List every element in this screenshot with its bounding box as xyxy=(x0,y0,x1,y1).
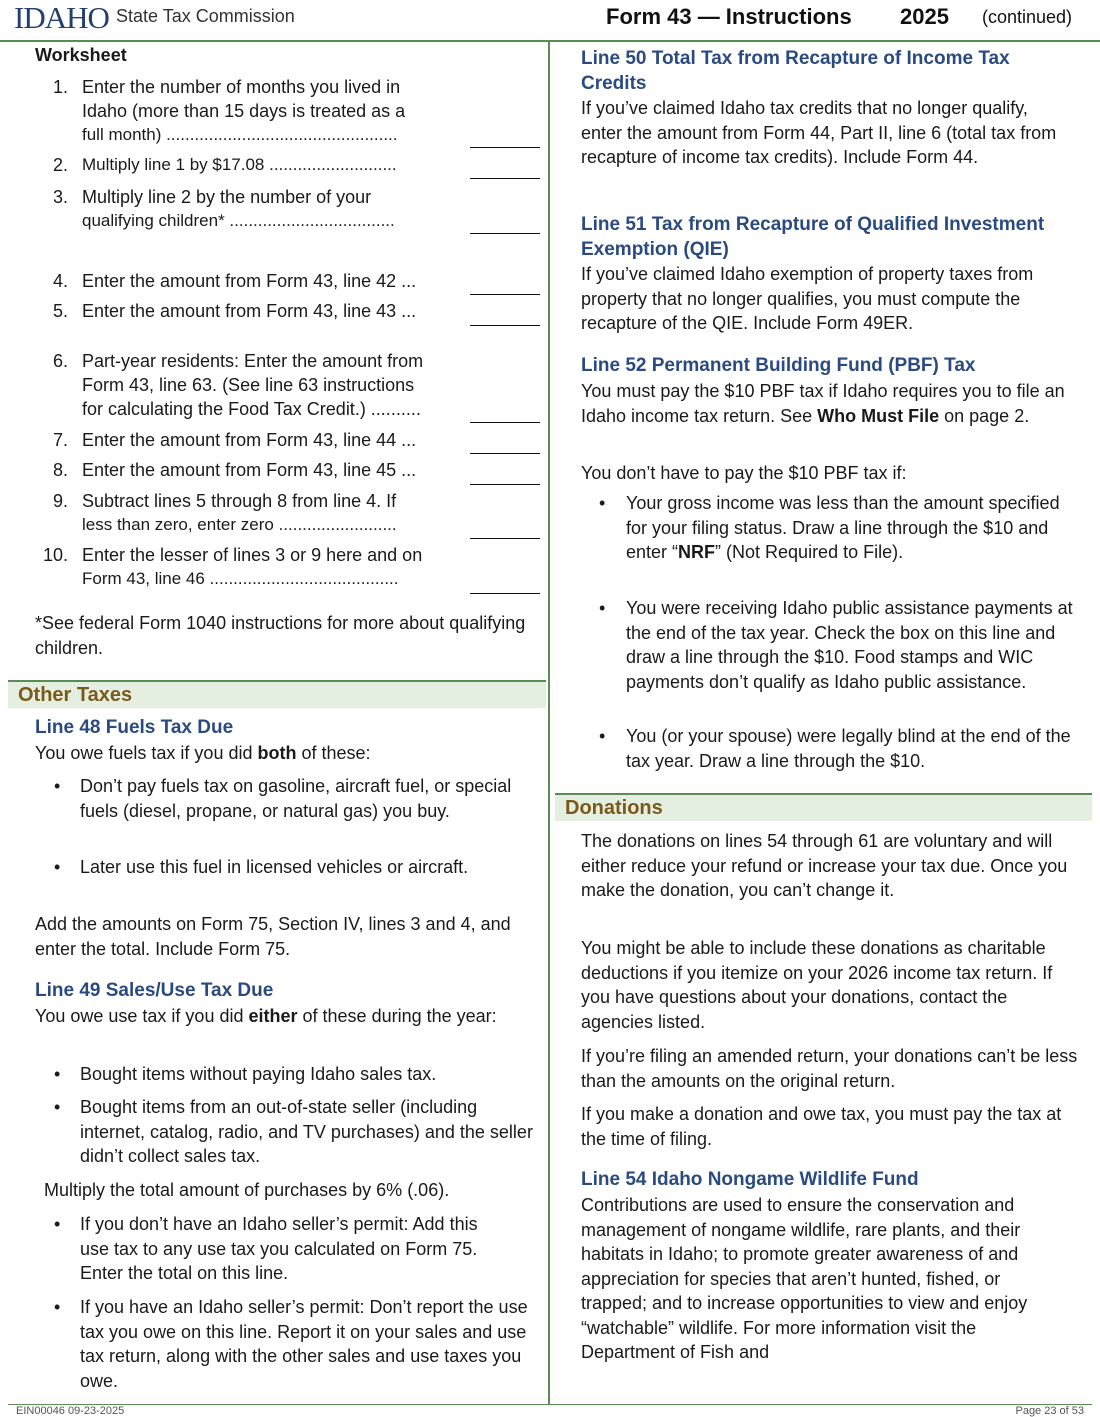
continued-label: (continued) xyxy=(982,7,1073,27)
line52-bullet: Your gross income was less than the amount specified for your filing status. Draw a line through the $10 and enter “NRF” (Not Required to File). xyxy=(626,493,1060,562)
donations-paragraph: You might be able to include these donations as charitable deductions if you itemize on your 2026 income tax return. If you have questions about your donations, contact the agencies listed. xyxy=(581,938,1053,1032)
worksheet-line-number: 8. xyxy=(52,460,68,480)
line52-bullet: You (or your spouse) were legally blind at the end of the tax year. Draw a line through the $10. xyxy=(626,726,1071,771)
bullet-dot: • xyxy=(54,1097,61,1117)
worksheet-answer-blank[interactable] xyxy=(470,593,540,594)
worksheet-answer-blank[interactable] xyxy=(470,538,540,539)
worksheet-line-text: less than zero, enter zero ......................... xyxy=(82,515,397,534)
bullet-dot: • xyxy=(54,1214,61,1234)
bullet-dot: • xyxy=(54,857,61,877)
footer-rule xyxy=(8,1404,1092,1405)
line48-intro: You owe fuels tax if you did both of these: xyxy=(35,743,371,763)
worksheet-line-number: 3. xyxy=(52,187,68,207)
worksheet-line-text: for calculating the Food Tax Credit.) .......... xyxy=(82,399,421,419)
worksheet-answer-blank[interactable] xyxy=(470,453,540,454)
worksheet-answer-blank[interactable] xyxy=(470,233,540,234)
line48-heading: Line 48 Fuels Tax Due xyxy=(35,717,234,738)
agency-name: State Tax Commission xyxy=(116,6,295,26)
worksheet-line-text: Enter the lesser of lines 3 or 9 here and on xyxy=(82,545,423,565)
donations-paragraph: If you’re filing an amended return, your donations can’t be less than the amounts on the original return. xyxy=(581,1046,1078,1091)
line49-bullet: If you have an Idaho seller’s permit: Don’t report the use tax you owe on this line. Report it on your sales and use tax return, along with the other sales and use taxes you owe. xyxy=(80,1297,528,1391)
worksheet-answer-blank[interactable] xyxy=(470,325,540,326)
worksheet-answer-blank[interactable] xyxy=(470,484,540,485)
line49-heading: Line 49 Sales/Use Tax Due xyxy=(35,980,274,1001)
line52-bullet: You were receiving Idaho public assistance payments at the end of the tax year. Check the box on this line and draw a line through the $10. Food stamps and WIC payments don’t qualify as Idaho public assistance. xyxy=(626,598,1073,692)
line51-heading: Line 51 Tax from Recapture of Qualified Investment Exemption (QIE) xyxy=(581,214,1045,260)
line49-bullet: If you don’t have an Idaho seller’s permit: Add this use tax to any use tax you calculated on Form 75. Enter the total on this line. xyxy=(80,1214,478,1283)
bullet-dot: • xyxy=(599,493,606,513)
worksheet-line-number: 2. xyxy=(52,155,68,175)
worksheet-line-text: Enter the amount from Form 43, line 45 ... xyxy=(82,460,417,480)
bullet-dot: • xyxy=(54,1064,61,1084)
worksheet-line-text: Form 43, line 63. (See line 63 instructions xyxy=(82,375,415,395)
donations-title: Donations xyxy=(565,797,663,819)
worksheet-line-number: 7. xyxy=(52,430,68,450)
donations-paragraph: The donations on lines 54 through 61 are voluntary and will either reduce your refund or increase your tax due. Once you make the donation, you can’t change it. xyxy=(581,831,1068,900)
worksheet-line-text: full month) ................................................. xyxy=(82,125,398,144)
worksheet-line-number: 1. xyxy=(52,77,68,97)
form-year: 2025 xyxy=(900,4,949,29)
page-header xyxy=(0,0,1100,42)
worksheet-line-text: Enter the amount from Form 43, line 42 ... xyxy=(82,271,417,291)
worksheet-line-text: Enter the number of months you lived in xyxy=(82,77,401,97)
bullet-dot: • xyxy=(599,598,606,618)
line50-body: If you’ve claimed Idaho tax credits that no longer qualify, enter the amount from Form 44, Part II, line 6 (total tax from recapture of income tax credits). Include Form 44. xyxy=(581,98,1057,167)
worksheet-line-number: 10. xyxy=(42,545,68,565)
line51-body: If you’ve claimed Idaho exemption of property taxes from property that no longer qualifies, you must compute the recapture of the QIE. Include Form 49ER. xyxy=(581,264,1034,333)
footer-page-number: Page 23 of 53 xyxy=(1015,1405,1084,1417)
idaho-logo: IDAHO xyxy=(14,0,109,35)
line48-after: Add the amounts on Form 75, Section IV, lines 3 and 4, and enter the total. Include Form 75. xyxy=(35,914,511,959)
line52-body: You must pay the $10 PBF tax if Idaho requires you to file an Idaho income tax return. See Who Must File on page 2. xyxy=(581,381,1065,426)
worksheet-answer-blank[interactable] xyxy=(470,178,540,179)
worksheet-answer-blank[interactable] xyxy=(470,294,540,295)
line50-heading: Line 50 Total Tax from Recapture of Income Tax Credits xyxy=(581,48,1010,94)
line54-body: Contributions are used to ensure the conservation and management of nongame wildlife, rare plants, and their habitats in Idaho; to promote greater awareness of and appreciation for species that aren’t hunted, fished, or trapped; and to increase opportunities to view and enjoy “watchable” wildlife. For more information visit the Department of Fish and xyxy=(581,1195,1028,1362)
line48-bullet: Later use this fuel in licensed vehicles or aircraft. xyxy=(80,857,469,877)
line52-not-pay: You don’t have to pay the $10 PBF tax if: xyxy=(581,463,907,483)
worksheet-line-text: Enter the amount from Form 43, line 43 ... xyxy=(82,301,417,321)
column-divider xyxy=(548,41,550,1405)
bullet-dot: • xyxy=(599,726,606,746)
worksheet-line-number: 5. xyxy=(52,301,68,321)
worksheet-line-text: Subtract lines 5 through 8 from line 4. If xyxy=(82,491,397,511)
worksheet-line-text: qualifying children* ................................... xyxy=(82,211,395,230)
form-title: Form 43 — Instructions xyxy=(606,4,852,29)
footer-form-id: EIN00046 09-23-2025 xyxy=(16,1405,125,1417)
worksheet-line-text: Multiply line 2 by the number of your xyxy=(82,187,372,207)
worksheet-line-number: 4. xyxy=(52,271,68,291)
line49-intro: You owe use tax if you did either of these during the year: xyxy=(35,1006,497,1026)
worksheet-line-number: 6. xyxy=(52,351,68,371)
worksheet-line-text: Multiply line 1 by $17.08 ........................... xyxy=(82,155,397,174)
worksheet-line-text: Idaho (more than 15 days is treated as a xyxy=(82,101,406,121)
worksheet-title: Worksheet xyxy=(35,45,127,65)
other-taxes-title: Other Taxes xyxy=(18,684,133,706)
bullet-dot: • xyxy=(54,776,61,796)
worksheet-footnote: *See federal Form 1040 instructions for more about qualifying children. xyxy=(35,613,526,658)
donations-paragraph: If you make a donation and owe tax, you must pay the tax at the time of filing. xyxy=(581,1104,1062,1149)
worksheet-line-text: Form 43, line 46 ........................................ xyxy=(82,569,399,588)
worksheet-answer-blank[interactable] xyxy=(470,422,540,423)
line49-bullet: Bought items without paying Idaho sales tax. xyxy=(80,1064,437,1084)
line49-bullet: Bought items from an out-of-state seller (including internet, catalog, radio, and TV purchases) and the seller didn’t collect sales tax. xyxy=(80,1097,533,1166)
line49-multiply: Multiply the total amount of purchases by 6% (.06). xyxy=(44,1180,450,1200)
worksheet-line-number: 9. xyxy=(52,491,68,511)
bullet-dot: • xyxy=(54,1297,61,1317)
worksheet-line-text: Part-year residents: Enter the amount from xyxy=(82,351,424,371)
line52-heading: Line 52 Permanent Building Fund (PBF) Tax xyxy=(581,355,976,376)
worksheet-answer-blank[interactable] xyxy=(470,147,540,148)
line54-heading: Line 54 Idaho Nongame Wildlife Fund xyxy=(581,1169,919,1190)
line48-bullet: Don’t pay fuels tax on gasoline, aircraft fuel, or special fuels (diesel, propane, or natural gas) you buy. xyxy=(80,776,512,821)
worksheet-line-text: Enter the amount from Form 43, line 44 ... xyxy=(82,430,417,450)
